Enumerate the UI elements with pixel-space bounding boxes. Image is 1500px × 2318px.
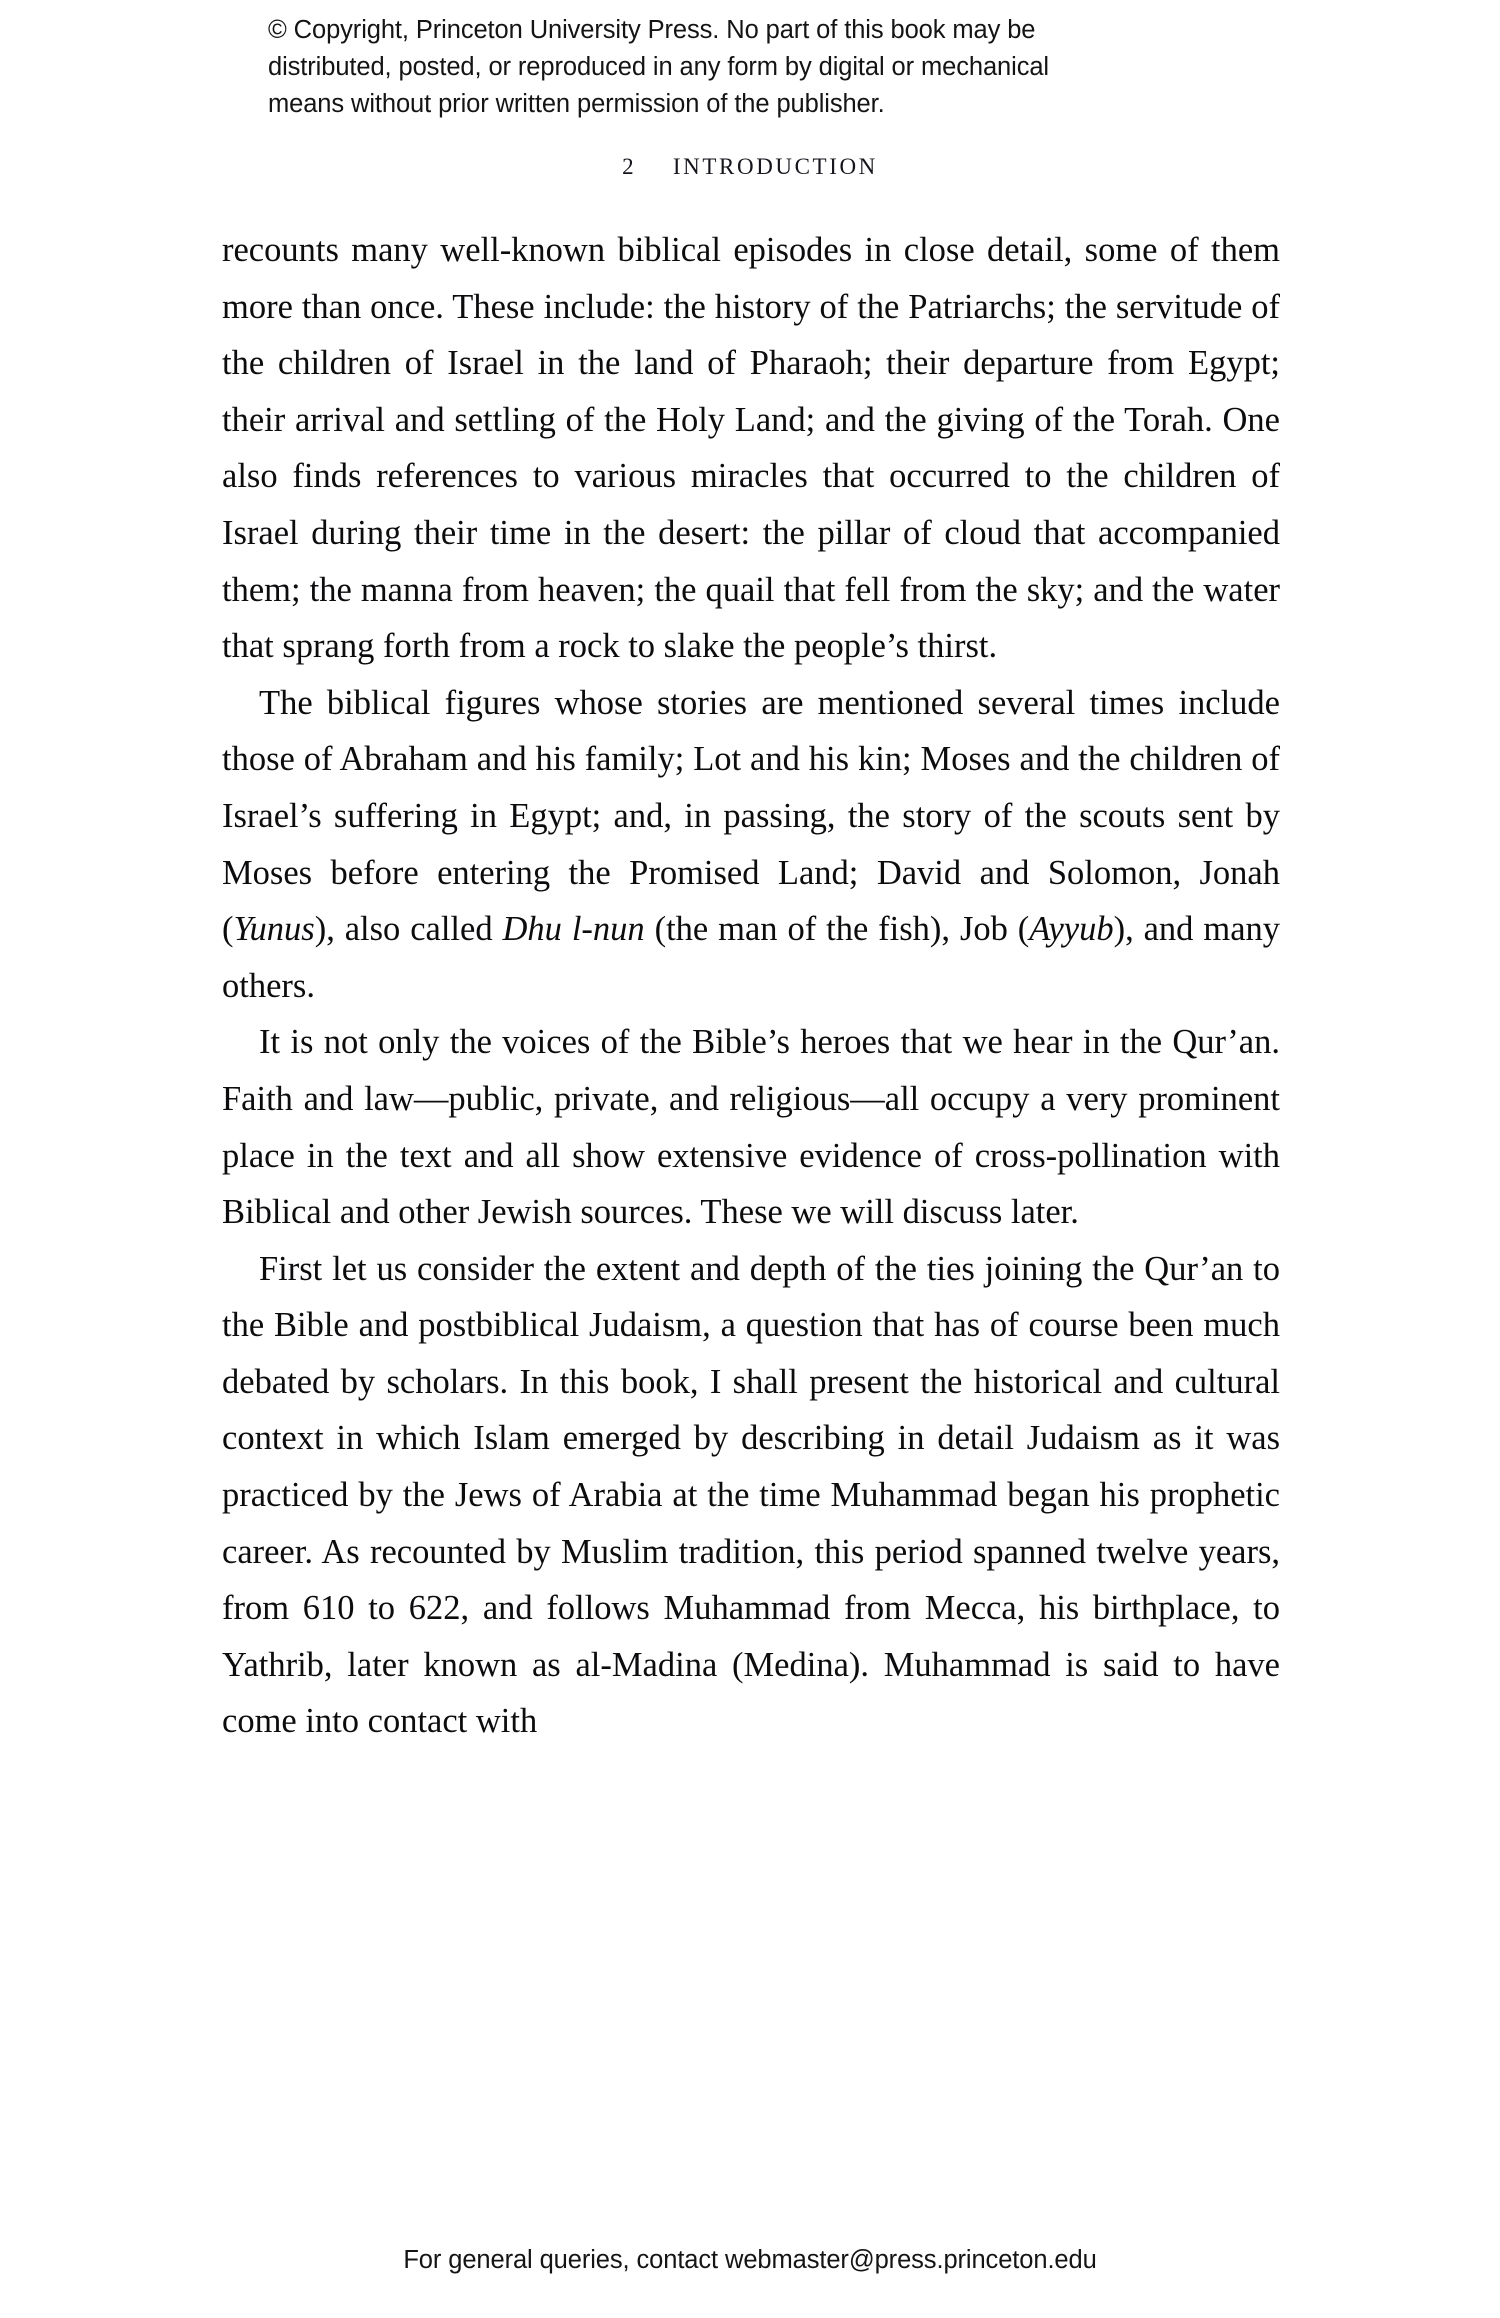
- paragraph-2-text-d: ), and many others.: [222, 910, 1281, 1005]
- paragraph-1: [222, 222, 1280, 675]
- paragraph-2-text-c: (the man of the fish), Job (: [644, 910, 1030, 949]
- running-head: [0, 152, 1500, 182]
- copyright-line-3: means without prior written permission of the publisher.: [268, 90, 885, 118]
- paragraph-3: [222, 1014, 1280, 1240]
- paragraph-2-text-b: ), also called: [314, 910, 503, 949]
- paragraph-2-text-a: The biblical figures whose stories are mentioned several times include those of Abraham and his family; Lot and his kin; Moses and the children of Israel’s suffering in Egypt; and, in passing, the story of the scouts sent by Moses before entering the Promised Land; David and Solomon, Jonah (: [222, 683, 1280, 949]
- paragraph-1-text: recounts many well-known biblical episodes in close detail, some of them more than once. These include: the history of the Patriarchs; the servitude of the children of Israel in the land of Pharaoh; their departure from Egypt; their arrival and settling of the Holy Land; and the giving of the Torah. One also finds references to various miracles that occurred to the children of Israel during their time in the desert: the pillar of cloud that accompanied them; the manna from heaven; the quail that fell from the sky; and the water that sprang forth from a rock to slake the people’s thirst.: [222, 231, 1280, 666]
- paragraph-2: [222, 675, 1280, 1015]
- copyright-line-2: distributed, posted, or reproduced in any form by digital or mechanical: [268, 53, 1049, 81]
- term-ayyub: Ayyub: [1029, 910, 1114, 949]
- term-yunus: Yunus: [233, 910, 315, 949]
- paragraph-4-text: First let us consider the extent and depth of the ties joining the Qur’an to the Bible and postbiblical Judaism, a question that has of course been much debated by scholars. In this book, I shall present the historical and cultural context in which Islam emerged by describing in detail Judaism as it was practiced by the Jews of Arabia at the time Muhammad began his prophetic career. As recounted by Muslim tradition, this period spanned twelve years, from 610 to 622, and follows Muhammad from Mecca, his birthplace, to Yathrib, later known as al-Madina (Medina). Muhammad is said to have come into contact with: [222, 1249, 1280, 1741]
- footer-notice: For general queries, contact webmaster@press.princeton.edu: [403, 2246, 1097, 2274]
- term-dhu-l-nun: Dhu l-nun: [502, 910, 645, 949]
- paragraph-4: [222, 1241, 1280, 1750]
- copyright-notice: [268, 12, 1268, 123]
- copyright-line-1: © Copyright, Princeton University Press. No part of this book may be: [268, 16, 1036, 44]
- paragraph-3-text: It is not only the voices of the Bible’s heroes that we hear in the Qur’an. Faith and law—public, private, and religious—all occupy a very prominent place in the text and all show extensive evidence of cross-pollination with Biblical and other Jewish sources. These we will discuss later.: [222, 1023, 1280, 1232]
- running-head-title: INTRODUCTION: [672, 154, 878, 179]
- page-number: 2: [622, 154, 637, 179]
- body-text: [222, 222, 1280, 1750]
